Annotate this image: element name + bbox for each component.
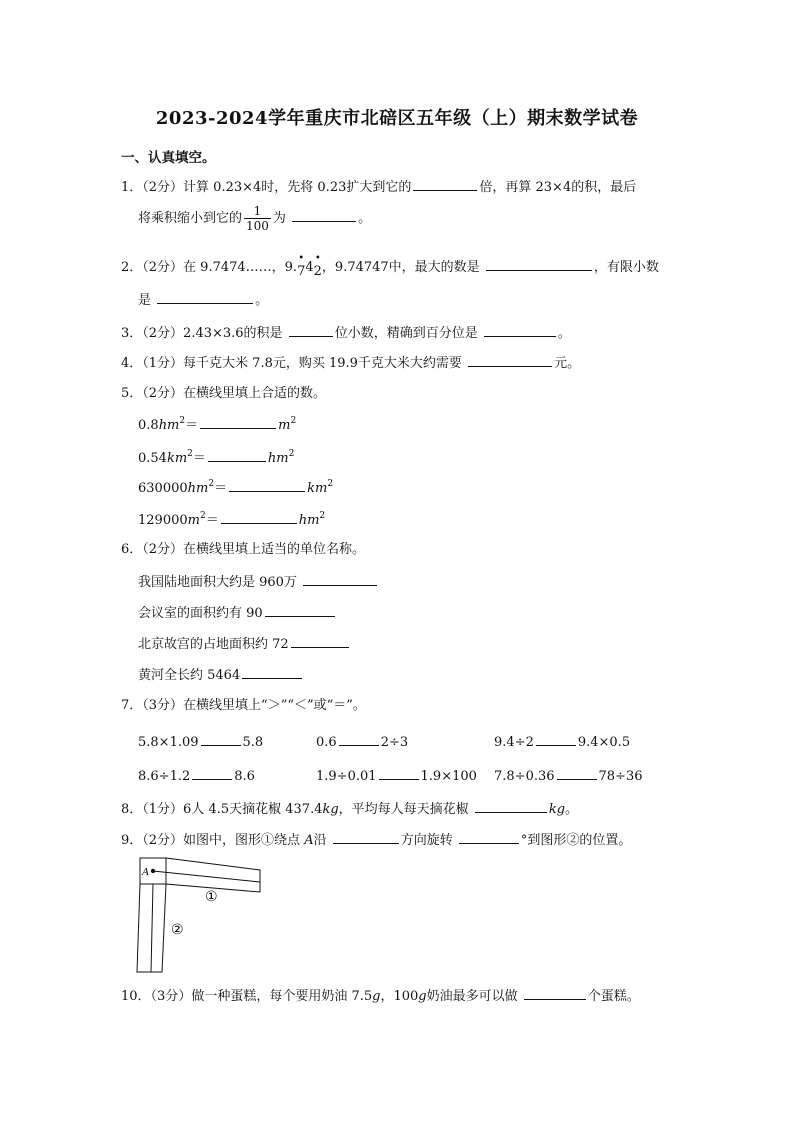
answer-blank[interactable] (484, 323, 556, 337)
fraction: $\frac{1}{100}$ (246, 204, 269, 233)
answer-blank[interactable] (200, 415, 276, 429)
question-1-line-2: 将乘积缩小到它的 $\frac{1}{100}$ 为 。 (138, 204, 372, 233)
question-6: 6．（2分）在横线里填上适当的单位名称。 (121, 542, 366, 557)
answer-blank[interactable] (339, 732, 379, 746)
compare-item-1: 5.8×1.09 5.8 (138, 732, 263, 752)
question-3: 3．（2分）2.43×3.6的积是 位小数，精确到百分位是 。 (121, 323, 571, 343)
question-2-line-2: 是 。 (138, 290, 268, 310)
answer-blank[interactable] (157, 290, 253, 304)
rotation-figure (134, 854, 264, 978)
question-5-item-2: $0.54km^2= hm^2$ (138, 449, 295, 466)
answer-blank[interactable] (192, 766, 232, 780)
answer-blank[interactable] (242, 665, 302, 679)
answer-blank[interactable] (201, 732, 241, 746)
question-6-item-4: 黄河全长约 5464 (138, 665, 304, 685)
question-6-item-2: 会议室的面积约有 90 (138, 603, 337, 623)
answer-blank[interactable] (536, 732, 576, 746)
question-5-item-3: $630000hm^2= km^2$ (138, 479, 334, 496)
question-7: 7．（3分）在横线里填上“＞”“＜”或“＝”。 (121, 698, 366, 713)
point-a-marker (151, 869, 155, 873)
question-6-item-3: 北京故宫的占地面积约 72 (138, 634, 351, 654)
answer-blank[interactable] (291, 634, 349, 648)
answer-blank[interactable] (379, 766, 419, 780)
answer-blank[interactable] (265, 603, 335, 617)
shape-1-label: ① (205, 889, 218, 905)
repeating-digit: • 2 (313, 253, 322, 279)
question-2-line-1: 2．（2分）在 9.7474……，9. • 74 • 2，9.74747中，最大的数是 ，有限小数 (121, 253, 659, 279)
answer-blank[interactable] (468, 353, 552, 367)
page-title: 2023-2024学年重庆市北碚区五年级（上）期末数学试卷 (155, 108, 639, 129)
question-8: 8．（1分）6人 4.5天摘花椒 437.4kg，平均每人每天摘花椒 kg。 (121, 799, 578, 819)
answer-blank[interactable] (303, 572, 377, 586)
answer-blank[interactable] (333, 830, 399, 844)
answer-blank[interactable] (524, 986, 586, 1000)
question-1-line-1: 1．（2分）计算 0.23×4时，先将 0.23扩大到它的 倍，再算 23×4的积，最后 (121, 177, 636, 197)
question-9: 9．（2分）如图中，图形①绕点 A沿 方向旋转 °到图形②的位置。 (121, 830, 631, 850)
compare-item-4: 8.6÷1.2 8.6 (138, 766, 255, 786)
answer-blank[interactable] (413, 177, 477, 191)
shape-2-label: ② (171, 922, 184, 938)
compare-item-6: 7.8÷0.36 78÷36 (494, 766, 643, 786)
shape-1 (166, 858, 260, 892)
shape-1-centerline (153, 871, 260, 882)
answer-blank[interactable] (486, 257, 592, 271)
answer-blank[interactable] (208, 448, 266, 462)
compare-item-3: 9.4÷2 9.4×0.5 (494, 732, 630, 752)
answer-blank[interactable] (289, 323, 333, 337)
question-10: 10．（3分）做一种蛋糕，每个要用奶油 7.5g，100g奶油最多可以做 个蛋糕。 (121, 986, 640, 1006)
answer-blank[interactable] (221, 510, 297, 524)
point-a-label: A (142, 866, 149, 878)
answer-blank[interactable] (292, 208, 356, 222)
question-6-item-1: 我国陆地面积大约是 960万 (138, 572, 379, 592)
answer-blank[interactable] (459, 830, 519, 844)
compare-item-5: 1.9÷0.01 1.9×100 (316, 766, 477, 786)
question-5: 5．（2分）在横线里填上合适的数。 (121, 386, 327, 401)
question-5-item-4: $129000m^2= hm^2$ (138, 511, 326, 528)
answer-blank[interactable] (229, 478, 305, 492)
answer-blank[interactable] (475, 799, 547, 813)
answer-blank[interactable] (557, 766, 597, 780)
question-4: 4．（1分）每千克大米 7.8元，购买 19.9千克大米大约需要 元。 (121, 353, 580, 373)
repeating-digit: • 7 (297, 253, 306, 279)
question-5-item-1: $0.8hm^2= m^2$ (138, 416, 297, 433)
compare-item-2: 0.6 2÷3 (316, 732, 408, 752)
section-heading: 一、认真填空。 (121, 150, 216, 166)
